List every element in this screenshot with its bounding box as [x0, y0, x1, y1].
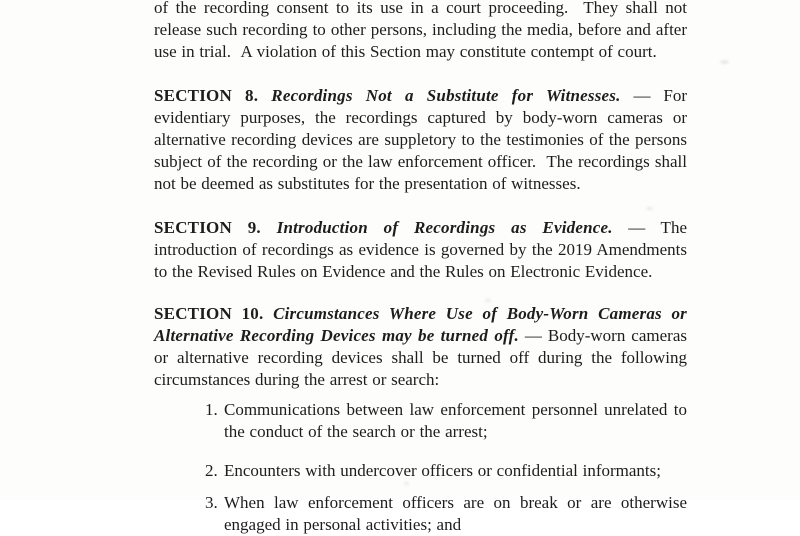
section-9-segment-2: — The introduction of recordings as evidence is governed by the 2019 Amendments to the Revised Rules on Evidence and the Rules on Electronic Evidence.: [154, 218, 687, 281]
scan-smudge: [485, 299, 491, 302]
section-9-segment-1: Introduction of Recordings as Evidence.: [276, 218, 613, 237]
section-10: [154, 303, 687, 391]
section-8: [154, 85, 687, 195]
list-item-3: [154, 492, 687, 536]
list-item-1-segment-0: Communications between law enforcement personnel unrelated to the conduct of the search or the arrest;: [224, 400, 687, 441]
section-8-segment-2: — For evidentiary purposes, the recordings captured by body-worn cameras or alternative recording devices are suppletory to the testimonies of the persons subject of the recording or the law enforcement officer. The recordings shall not be deemed as substitutes for the presentation of witnesses.: [154, 86, 687, 193]
scan-smudge: [646, 207, 653, 210]
section-9-segment-0: SECTION 9.: [154, 218, 277, 237]
scan-smudge: [404, 482, 409, 485]
section-9: [154, 217, 687, 283]
section-8-segment-1: Recordings Not a Substitute for Witnesses.: [271, 86, 621, 105]
section-10-segment-0: SECTION 10.: [154, 304, 274, 323]
list-item-1: [154, 399, 687, 443]
section-8-segment-0: SECTION 8.: [154, 86, 272, 105]
list-item-2: [154, 460, 687, 482]
para-continuation: [154, 0, 687, 63]
section-10-segment-1: Circumstances Where Use of Body-Worn Cameras or Alternative Recording Devices may be turned off.: [154, 304, 687, 345]
section-10-segment-2: — Body-worn cameras or alternative recording devices shall be turned off during the following circumstances during the arrest or search:: [154, 326, 687, 389]
list-item-3-number: 3.: [205, 493, 218, 512]
list-item-2-number: 2.: [205, 461, 218, 480]
list-item-1-number: 1.: [205, 400, 218, 419]
para-continuation-segment-0: of the recording consent to its use in a court proceeding. They shall not release such recording to other persons, including the media, before and after use in trial. A violation of this Section may constitute contempt of court.: [154, 0, 687, 61]
document-text-block: [154, 0, 687, 536]
list-item-3-segment-0: When law enforcement officers are on break or are otherwise engaged in personal activities; and: [224, 493, 687, 534]
list-item-2-segment-0: Encounters with undercover officers or confidential informants;: [224, 461, 661, 480]
scan-smudge: [720, 60, 729, 64]
